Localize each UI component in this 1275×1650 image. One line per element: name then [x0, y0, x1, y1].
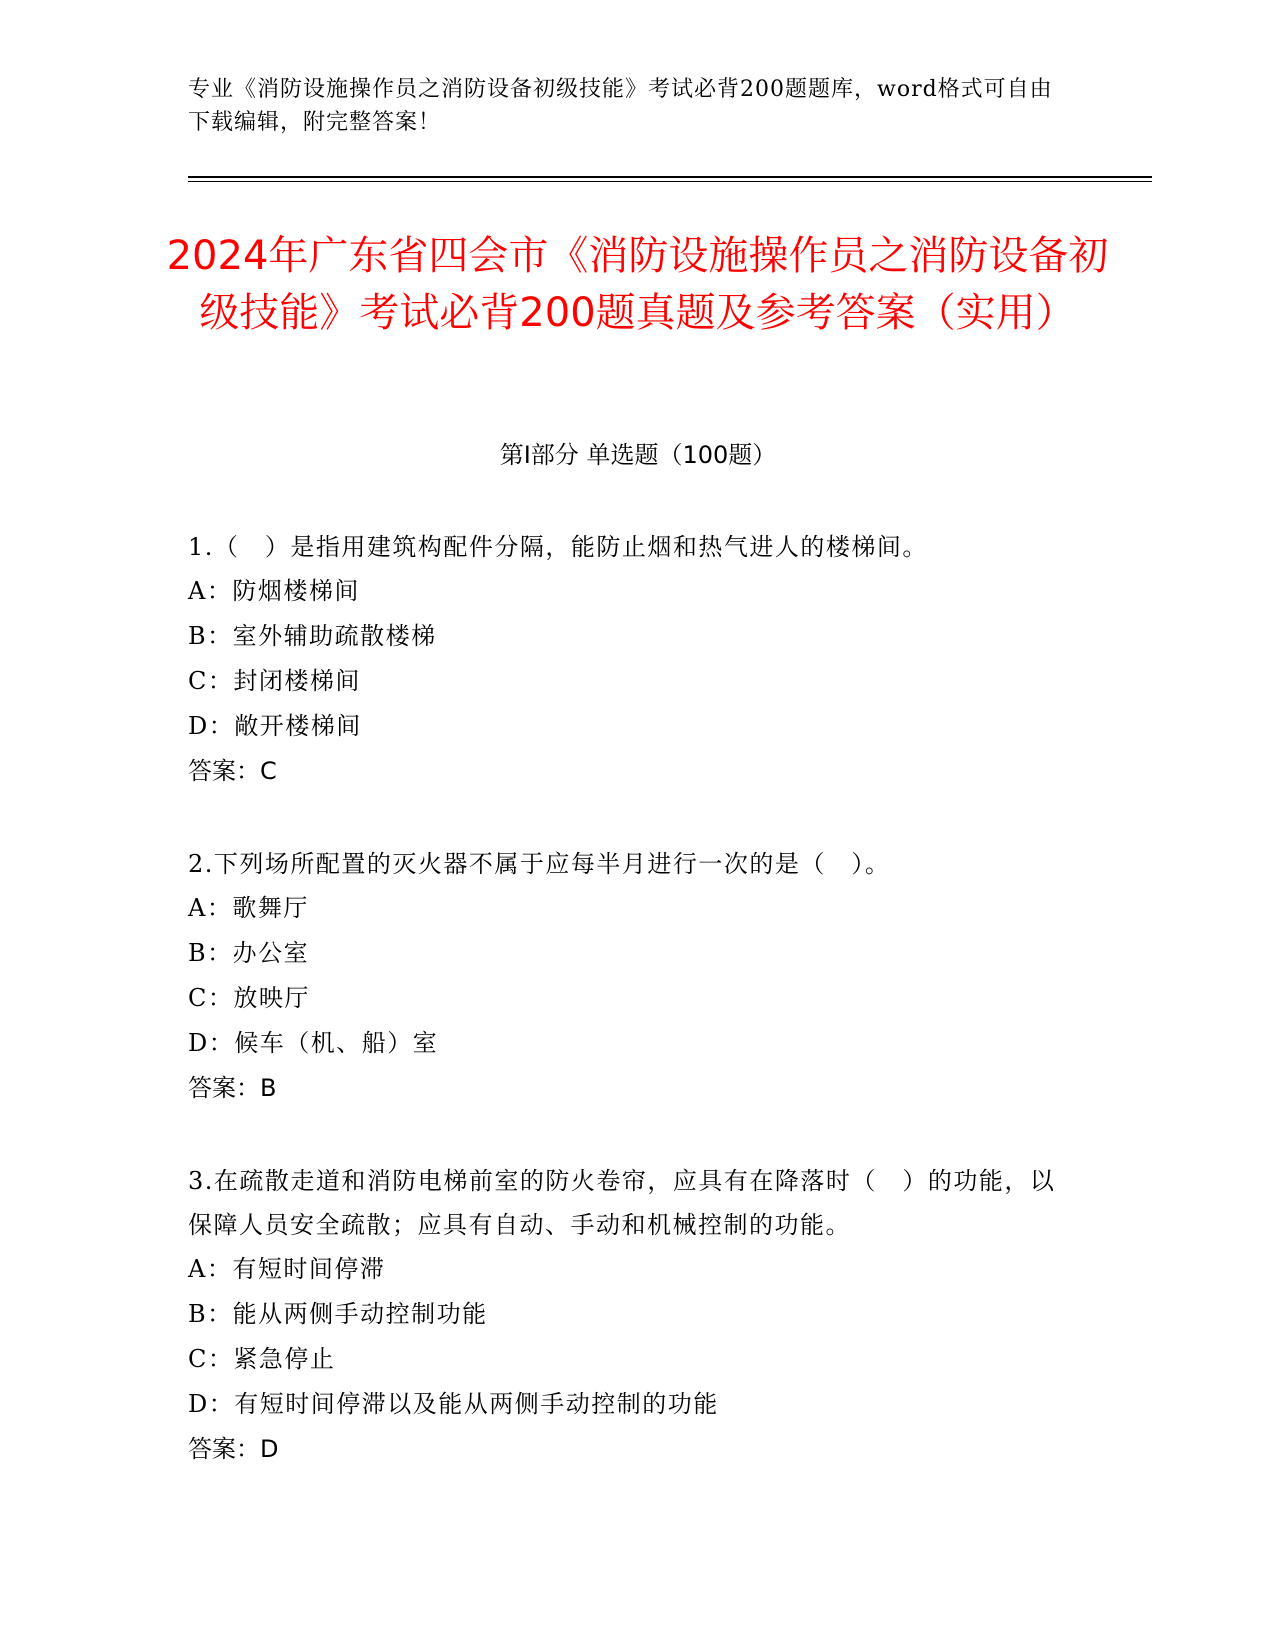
option-a: A：歌舞厅: [188, 894, 309, 922]
question-2: [188, 842, 1068, 1111]
option-b: B：能从两侧手动控制功能: [188, 1300, 488, 1328]
header-note: 专业《消防设施操作员之消防设备初级技能》考试必背200题题库，word格式可自由下载编辑，附完整答案！: [188, 77, 1053, 135]
question-list: [188, 525, 1068, 1520]
option-d: D：有短时间停滞以及能从两侧手动控制的功能: [188, 1390, 719, 1418]
question-stem: 2.下列场所配置的灭火器不属于应每半月进行一次的是（ ）。: [188, 850, 891, 878]
question-1: [188, 525, 1068, 794]
option-a: A：有短时间停滞: [188, 1255, 386, 1283]
header-divider-thick: [188, 176, 1152, 178]
answer: 答案：D: [188, 1435, 279, 1463]
answer: 答案：C: [188, 757, 277, 785]
option-d: D：敞开楼梯间: [188, 712, 362, 740]
option-d: D：候车（机、船）室: [188, 1029, 439, 1057]
question-stem: 1.（ ）是指用建筑构配件分隔，能防止烟和热气进人的楼梯间。: [188, 533, 928, 561]
section-title: 第I部分 单选题（100题）: [499, 441, 777, 469]
question-stem: 3.在疏散走道和消防电梯前室的防火卷帘，应具有在降落时（ ）的功能，以保障人员安全疏散；应具有自动、手动和机械控制的功能。: [188, 1167, 1056, 1239]
option-c: C：封闭楼梯间: [188, 667, 361, 695]
option-a: A：防烟楼梯间: [188, 577, 360, 605]
option-b: B：室外辅助疏散楼梯: [188, 622, 437, 650]
option-c: C：放映厅: [188, 984, 310, 1012]
header-divider-thin: [188, 181, 1152, 182]
option-c: C：紧急停止: [188, 1345, 336, 1373]
question-3: [188, 1159, 1068, 1472]
answer: 答案：B: [188, 1074, 277, 1102]
option-b: B：办公室: [188, 939, 310, 967]
document-title: 2024年广东省四会市《消防设施操作员之消防设备初级技能》考试必背200题真题及参考答案（实用）: [166, 233, 1109, 336]
